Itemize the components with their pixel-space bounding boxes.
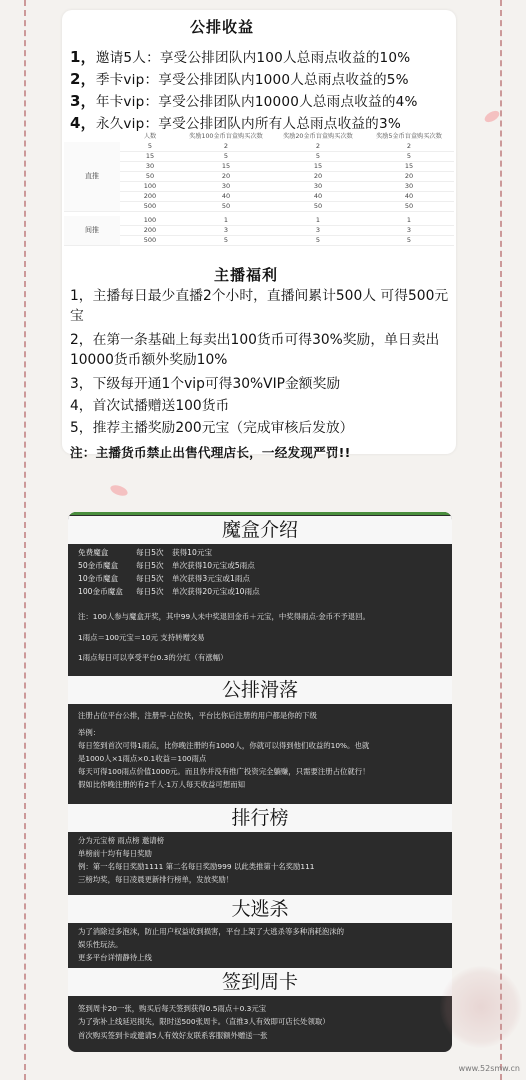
table-cell: 40	[180, 192, 272, 202]
magic-box-note: 1雨点＝100元宝＝10元 支持转赠交易	[78, 633, 205, 642]
table-cell: 30	[180, 182, 272, 192]
section-title-battle-royale: 大逃杀	[68, 895, 452, 923]
table-cell: 40	[272, 192, 364, 202]
leaderboard-text: 分为元宝榜 雨点榜 邀请榜	[78, 836, 164, 845]
right-border-decoration	[500, 0, 502, 1080]
anchor-benefit-item: 1，主播每日最少直播2个小时，直播间累计500人 可得500元宝	[70, 288, 449, 324]
section-title-magic-box: 魔盒介绍	[68, 516, 452, 544]
table-header-cell: 人数	[143, 133, 157, 140]
public-queue-text: 举例：	[78, 728, 101, 737]
magic-box-row	[78, 586, 260, 597]
box-daily-limit: 每日5次	[136, 587, 164, 596]
table-cell: 1	[364, 216, 454, 226]
table-cell: 2	[364, 142, 454, 152]
table-cell: 50	[120, 172, 180, 182]
anchor-benefit-item: 3，下级每开通1个vip可得30%VIP金额奖励	[70, 376, 341, 392]
table-cell: 5	[120, 142, 180, 152]
table-row	[64, 162, 454, 172]
table-cell: 100	[120, 216, 180, 226]
box-reward: 单次获得20元宝或10雨点	[172, 587, 260, 596]
rule-number: 2，	[70, 70, 96, 88]
table-cell: 200	[120, 192, 180, 202]
public-queue-text: 注册占位平台公排，注册早·占位快，平台比你后注册的用户都是你的下级	[78, 711, 317, 720]
indirect-referral-label: 间推	[64, 216, 120, 246]
table-header-cell: 奖励5金币盲盒购买次数	[376, 133, 442, 140]
rule-number: 1，	[70, 48, 96, 66]
rule-text: 年卡vip：享受公排团队内10000人总雨点收益的4%	[95, 94, 418, 110]
box-daily-limit: 每日5次	[136, 561, 164, 570]
petal-decoration	[483, 109, 501, 125]
public-queue-income-card	[62, 10, 456, 460]
box-reward: 单次获得10元宝或5雨点	[172, 561, 255, 570]
rule-number: 4，	[70, 114, 96, 132]
table-cell: 50	[272, 202, 364, 212]
table-cell: 3	[180, 225, 272, 235]
income-rule-2	[70, 68, 409, 89]
section-title-anchor-benefits: 主播福利	[214, 266, 279, 284]
battle-royale-text: 更多平台详情静待上线	[78, 953, 152, 962]
table-cell: 5	[272, 152, 364, 162]
table-cell: 15	[120, 152, 180, 162]
table-cell: 3	[272, 225, 364, 235]
public-queue-text: 假如比你晚注册的有2千人·1万人每天收益可想而知	[78, 780, 245, 789]
table-cell: 30	[272, 182, 364, 192]
table-cell: 200	[120, 225, 180, 235]
table-cell: 20	[180, 172, 272, 182]
table-cell: 15	[364, 162, 454, 172]
table-row	[64, 192, 454, 202]
table-cell: 5	[364, 235, 454, 245]
box-reward: 获得10元宝	[172, 548, 213, 557]
table-cell: 15	[272, 162, 364, 172]
table-row	[64, 202, 454, 212]
section-title-leaderboard: 排行榜	[68, 804, 452, 832]
magic-box-note: 1雨点每日可以享受平台0.3的分红（有涨幅）	[78, 653, 228, 662]
signin-card-text: 签到周卡20一张，购买后每天签到获得0.5雨点＋0.3元宝	[78, 1004, 267, 1013]
anchor-benefit-item: 4，首次试播赠送100货币	[70, 398, 230, 414]
magic-box-row	[78, 573, 250, 584]
income-rule-3	[70, 90, 418, 111]
box-name: 50金币魔盒	[78, 561, 119, 570]
rule-number: 3，	[70, 92, 96, 110]
table-row	[64, 152, 454, 162]
anchor-benefit-item: 2，在第一条基础上每卖出100货币可得30%奖励，单日卖出10000货币额外奖励10%	[70, 332, 440, 368]
box-daily-limit: 每日5次	[136, 548, 164, 557]
table-header-cell: 奖励100金币盲盒购买次数	[189, 133, 263, 140]
battle-royale-text: 娱乐性玩法。	[78, 940, 123, 949]
petal-decoration	[109, 483, 129, 498]
table-cell: 2	[180, 142, 272, 152]
table-cell: 500	[120, 235, 180, 245]
table-header-row	[64, 132, 454, 142]
table-cell: 1	[272, 216, 364, 226]
table-cell: 50	[180, 202, 272, 212]
table-cell: 15	[180, 162, 272, 172]
watermark-url: www.52smw.cn	[458, 1064, 520, 1073]
public-queue-text: 是1000人×1雨点×0.1收益＝100雨点	[78, 754, 207, 763]
table-cell: 2	[272, 142, 364, 152]
anchor-benefit-item: 5，推荐主播奖励200元宝（完成审核后发放）	[70, 420, 354, 436]
income-rule-1	[70, 46, 410, 67]
table-row	[64, 142, 454, 152]
signin-card-text: 首次购买签到卡或邀请5人有效好友联系客服额外赠送一张	[78, 1031, 268, 1040]
public-queue-text: 每天可得100雨点价值1000元。而且你并没有推广投资完全躺赚，只需要注册占位就行！	[78, 767, 370, 776]
box-name: 免费魔盒	[78, 548, 109, 557]
table-cell: 50	[364, 202, 454, 212]
leaderboard-text: 三榜均奖，每日凌晨更新排行榜单，发放奖励！	[78, 875, 234, 884]
left-border-decoration	[24, 0, 26, 1080]
rule-text: 邀请5人：享受公排团队内100人总雨点收益的10%	[95, 50, 411, 66]
section-title-public-income: 公排收益	[190, 18, 255, 36]
leaderboard-text: 单榜前十均有每日奖励	[78, 849, 152, 858]
table-cell: 500	[120, 202, 180, 212]
table-header-cell: 奖励20金币盲盒购买次数	[283, 133, 353, 140]
magic-box-note: 注：100人参与魔盒开奖，其中99人未中奖退回金币＋元宝，中奖得雨点·金币不予退回。	[78, 612, 370, 621]
watermark-seal-logo	[440, 966, 522, 1048]
referral-reward-table	[64, 132, 454, 246]
table-header-cell	[64, 132, 120, 142]
table-row	[64, 235, 454, 245]
signin-card-text: 为了弥补上线延迟损失，限时送500张周卡。（直推3人有效即可店长处领取）	[78, 1017, 330, 1026]
magic-box-row	[78, 560, 255, 571]
public-queue-text: 每日签到首次可得1雨点，比你晚注册的有1000人，你就可以得到他们收益的10%。也就	[78, 741, 370, 750]
table-cell: 20	[364, 172, 454, 182]
table-row	[64, 216, 454, 226]
section-title-public-queue: 公排滑落	[68, 676, 452, 704]
table-cell: 20	[272, 172, 364, 182]
features-card	[68, 512, 452, 1052]
section-title-weekly-signin-card: 签到周卡	[68, 968, 452, 996]
table-cell: 40	[364, 192, 454, 202]
table-row	[64, 225, 454, 235]
table-cell: 5	[180, 235, 272, 245]
leaderboard-text: 例：第一名每日奖励1111 第二名每日奖励999 以此类推第十名奖励111	[78, 862, 315, 871]
anchor-warning-note: 注：主播货币禁止出售代理店长，一经发现严罚!!	[70, 445, 351, 460]
table-cell: 30	[120, 162, 180, 172]
table-cell: 1	[180, 216, 272, 226]
battle-royale-text: 为了消除过多泡沫，防止用户权益收到损害，平台上架了大逃杀等多种消耗泡沫的	[78, 927, 345, 936]
box-reward: 单次获得3元宝或1雨点	[172, 574, 251, 583]
table-cell: 30	[364, 182, 454, 192]
table-cell: 5	[180, 152, 272, 162]
box-daily-limit: 每日5次	[136, 574, 164, 583]
table-cell: 5	[272, 235, 364, 245]
table-cell: 5	[364, 152, 454, 162]
income-rule-4	[70, 112, 401, 133]
box-name: 10金币魔盒	[78, 574, 119, 583]
accent-bar	[68, 512, 452, 515]
table-cell: 3	[364, 225, 454, 235]
table-cell: 100	[120, 182, 180, 192]
magic-box-row	[78, 547, 212, 558]
box-name: 100金币魔盒	[78, 587, 123, 596]
table-row	[64, 172, 454, 182]
direct-referral-label: 直推	[64, 142, 120, 212]
rule-text: 季卡vip：享受公排团队内1000人总雨点收益的5%	[95, 72, 409, 88]
rule-text: 永久vip：享受公排团队内所有人总雨点收益的3%	[95, 116, 401, 132]
table-row	[64, 182, 454, 192]
